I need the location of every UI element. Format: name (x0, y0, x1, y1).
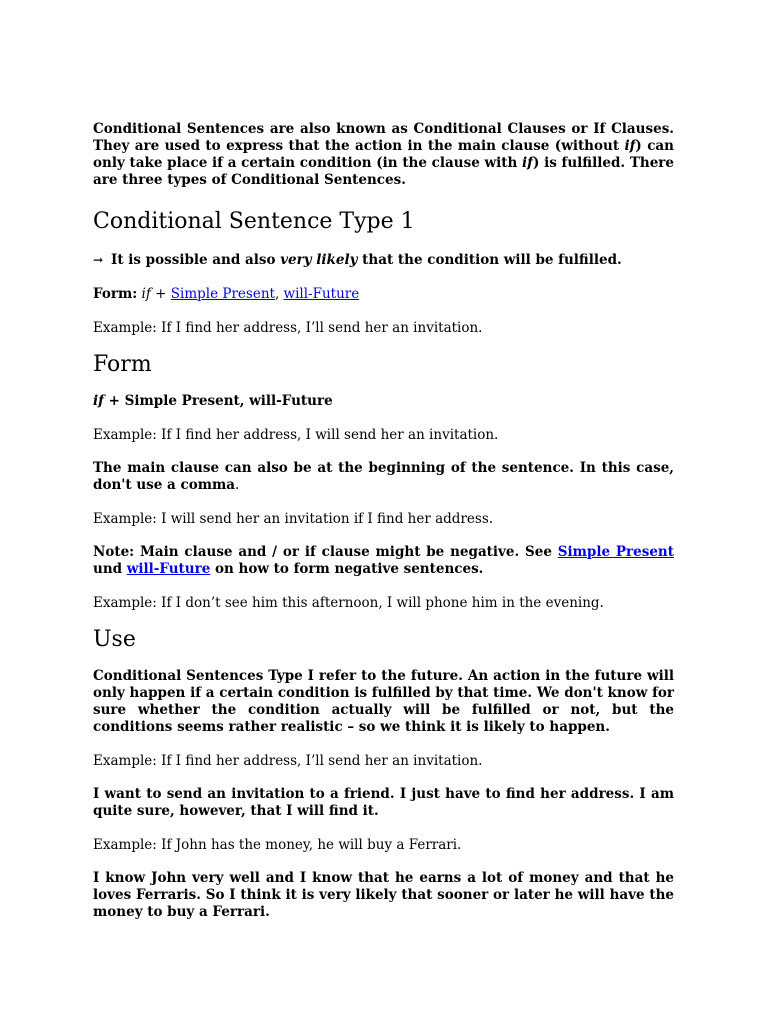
form-formula (93, 393, 674, 410)
main-clause-period: . (235, 477, 240, 493)
formula-if: if (93, 393, 104, 409)
likely-emphasis: very likely (280, 252, 358, 268)
intro-paragraph (93, 121, 674, 189)
use-example-1: Example: If I find her address, I’ll send her an invitation. (93, 753, 483, 769)
form-comma: , (274, 286, 284, 302)
note-simple-present-link[interactable]: Simple Present (557, 544, 674, 560)
intro-text-3: ) is fulfilled. There are three types of Conditional Sentences. (93, 155, 674, 188)
form-example-1: Example: If I find her address, I will send her an invitation. (93, 427, 499, 443)
intro-text-2: ) can only take place if a certain condition (in the clause with (93, 138, 674, 171)
form-label: Form: (93, 286, 138, 302)
likely-text-2: that the condition will be fulfilled. (357, 252, 622, 268)
simple-present-link[interactable]: Simple Present (170, 286, 275, 302)
main-clause-note-text: The main clause can also be at the beginning of the sentence. In this case, don't use a comma (93, 460, 674, 493)
use-paragraph-2: I want to send an invitation to a friend. I just have to find her address. I am quite sure, however, that I will find it. (93, 786, 674, 819)
form-plus: + (150, 286, 171, 302)
form-example-2: Example: I will send her an invitation if I find her address. (93, 511, 494, 527)
example-type1: Example: If I find her address, I’ll send her an invitation. (93, 320, 483, 336)
formula-rest: + Simple Present, will-Future (103, 393, 333, 409)
form-example-3: Example: If I don’t see him this afternoon, I will phone him in the evening. (93, 595, 604, 611)
note-text-2: on how to form negative sentences. (210, 561, 484, 577)
intro-if-2: if (522, 155, 533, 171)
heading-form: Form (93, 352, 152, 377)
note-text-1: Note: Main clause and / or if clause might be negative. See (93, 544, 558, 560)
main-clause-note (93, 460, 674, 494)
intro-text-1: Conditional Sentences are also known as Conditional Clauses or If Clauses. They are used to express that the action in the main clause (without (93, 121, 674, 154)
document-content (93, 121, 674, 921)
use-paragraph-3: I know John very well and I know that he earns a lot of money and that he loves Ferraris. So I think it is very likely that sooner or later he will have the money to buy a Ferrari. (93, 870, 674, 920)
note-will-future-link[interactable]: will-Future (126, 561, 211, 577)
heading-type-1: Conditional Sentence Type 1 (93, 209, 415, 234)
likely-text-1: It is possible and also (111, 252, 281, 268)
heading-use: Use (93, 627, 136, 652)
intro-if-1: if (624, 138, 636, 154)
use-example-2: Example: If John has the money, he will buy a Ferrari. (93, 837, 462, 853)
negative-note (93, 544, 674, 578)
note-und: und (93, 561, 127, 577)
arrow-right-icon: → (93, 253, 104, 267)
will-future-link[interactable]: will-Future (283, 286, 360, 302)
form-line (93, 286, 674, 303)
likely-line (93, 252, 674, 269)
use-paragraph-1: Conditional Sentences Type I refer to the future. An action in the future will only happen if a certain condition is fulfilled by that time. We don't know for sure whether the condition actually will be fulfilled or not, but the conditions seems rather realistic – so we think it is likely to happen. (93, 668, 674, 735)
form-if: if (141, 286, 151, 302)
